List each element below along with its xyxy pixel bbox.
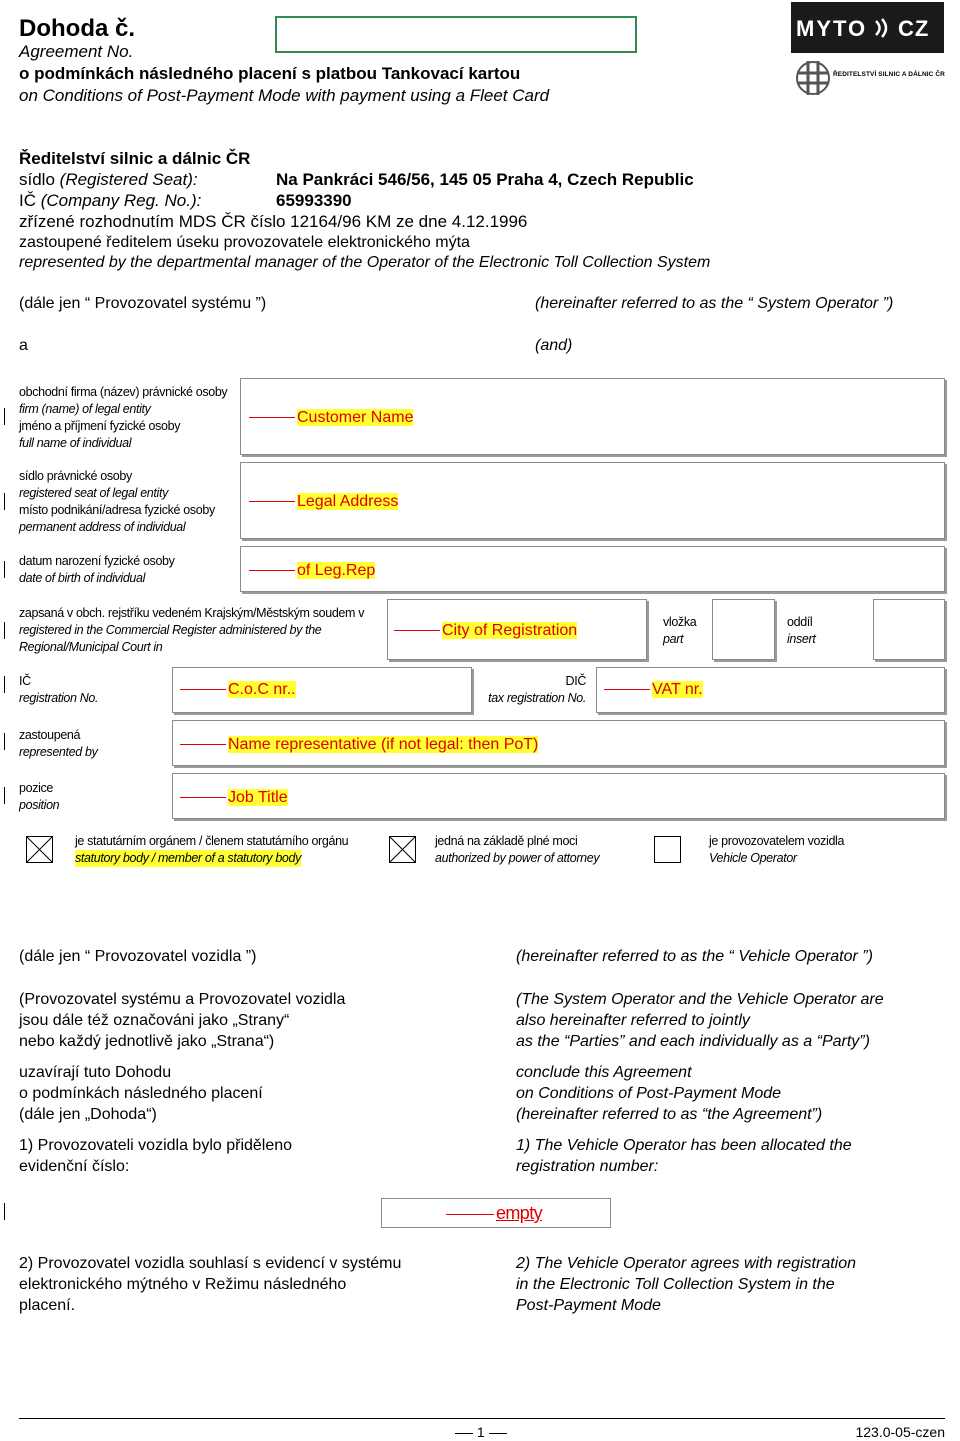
text-line: jsou dále též označováni jako „Strany“	[19, 1012, 290, 1029]
registration-number-field[interactable]	[446, 1203, 542, 1225]
change-bar	[4, 561, 5, 578]
label-line: zapsaná v obch. rejstříku vedeném Krajským/Městským soudem v	[19, 606, 365, 620]
change-bar	[4, 1203, 5, 1220]
dob-field[interactable]	[249, 561, 375, 581]
label-line: Vehicle Operator	[709, 851, 797, 865]
operator-seat-row	[19, 169, 939, 190]
text-line: in the Electronic Toll Collection System in the	[516, 1276, 835, 1293]
seat-label-cz: sídlo	[19, 170, 55, 189]
text-line: on Conditions of Post-Payment Mode	[516, 1085, 782, 1102]
label-line: vložka	[663, 615, 697, 629]
document-code: 123.0-05-czen	[855, 1424, 945, 1440]
text-line: as the “Parties” and each individually as a “Party”)	[516, 1033, 870, 1050]
label-line: IČ	[19, 674, 31, 688]
ic-field[interactable]	[180, 680, 296, 700]
label-line: authorized by power of attorney	[435, 851, 600, 865]
label-line: insert	[787, 632, 816, 646]
change-bar	[4, 787, 5, 804]
customer-name-box[interactable]	[240, 378, 945, 455]
statutory-body-checkbox[interactable]	[26, 836, 53, 863]
label-line: position	[19, 798, 60, 812]
text-line: also hereinafter referred to jointly	[516, 1012, 750, 1029]
label-line: datum narození fyzické osoby	[19, 554, 175, 568]
section-box[interactable]	[873, 599, 945, 660]
agreement-number-field[interactable]	[275, 16, 637, 53]
label-line: místo podnikání/adresa fyzické osoby	[19, 503, 215, 517]
label-line: registration No.	[19, 691, 99, 705]
text-line: (Provozovatel systému a Provozovatel vozidla	[19, 991, 346, 1008]
operator-block	[19, 148, 939, 273]
text-line: evidenční číslo:	[19, 1158, 130, 1175]
checkmark-x-icon	[27, 837, 52, 862]
change-bar	[4, 733, 5, 750]
seat-label-en: (Registered Seat):	[59, 170, 198, 189]
register-labels	[19, 605, 364, 656]
agreement-subtitle-en: on Conditions of Post-Payment Mode with payment using a Fleet Card	[19, 86, 550, 105]
label-line: obchodní firma (název) právnické osoby	[19, 385, 228, 399]
text-line: (dále jen „Dohoda“)	[19, 1106, 157, 1123]
label-line: Regional/Municipal Court in	[19, 640, 163, 654]
registration-number-value: empty	[496, 1203, 543, 1223]
change-bar	[4, 676, 5, 693]
address-field[interactable]	[249, 492, 398, 512]
power-of-attorney-checkbox[interactable]	[389, 836, 416, 863]
text-line: registration number:	[516, 1158, 659, 1175]
label-line: date of birth of individual	[19, 571, 146, 585]
footer-rule	[19, 1418, 945, 1419]
and-cz: a	[19, 337, 28, 354]
change-bar	[4, 493, 5, 510]
text-line: conclude this Agreement	[516, 1064, 692, 1081]
dob-box[interactable]	[240, 546, 945, 592]
text-line: 1) The Vehicle Operator has been allocated the	[516, 1137, 852, 1154]
label-line: part	[663, 632, 684, 646]
rsd-logo-text: ŘEDITELSTVÍ SILNIC A DÁLNIC ČR	[833, 71, 945, 78]
agreement-title-cz: Dohoda č.	[19, 15, 136, 42]
rep-box[interactable]	[172, 720, 945, 766]
customer-name-field[interactable]	[249, 408, 413, 428]
address-value: Legal Address	[297, 493, 399, 510]
customer-name-labels	[19, 384, 227, 452]
rep-value: Name representative (if not legal: then PoT)	[228, 736, 539, 753]
clause-2-en	[516, 1253, 856, 1316]
operator-reg-row	[19, 190, 939, 211]
cz-logo-text: CZ	[898, 16, 930, 41]
myto-wave-icon	[873, 16, 895, 45]
insert-box[interactable]	[712, 599, 775, 660]
text-line: 2) The Vehicle Operator agrees with registration	[516, 1255, 857, 1272]
insert-label	[663, 614, 696, 648]
rsd-logo	[795, 59, 950, 99]
label-line: pozice	[19, 781, 54, 795]
label-line: firm (name) of legal entity	[19, 402, 151, 416]
clause-1-cz	[19, 1135, 292, 1177]
and-en: (and)	[535, 337, 573, 354]
label-line: tax registration No.	[488, 691, 586, 705]
reg-value: 65993390	[276, 191, 352, 210]
conclude-cz	[19, 1062, 263, 1125]
position-field[interactable]	[180, 788, 288, 808]
label-line: permanent address of individual	[19, 520, 186, 534]
ic-labels	[19, 673, 98, 707]
position-value: Job Title	[228, 789, 288, 806]
label-line: je provozovatelem vozidla	[709, 834, 845, 848]
conclude-en	[516, 1062, 822, 1125]
agreement-subtitle-cz: o podmínkách následného placení s platbou Tankovací kartou	[19, 64, 521, 83]
vehicle-operator-label	[709, 833, 844, 867]
page-number	[455, 1424, 507, 1440]
hereinafter-vehicle-cz: (dále jen “ Provozovatel vozidla ”)	[19, 948, 257, 965]
change-bar	[4, 408, 5, 425]
text-line: placení.	[19, 1297, 76, 1314]
text-line: o podmínkách následného placení	[19, 1085, 263, 1102]
address-box[interactable]	[240, 462, 945, 539]
clause-2-cz	[19, 1253, 401, 1316]
label-line: represented by	[19, 745, 98, 759]
text-line: (The System Operator and the Vehicle Operator are	[516, 991, 884, 1008]
text-line: nebo každý jednotlivě jako „Strana“)	[19, 1033, 275, 1050]
text-line: Post-Payment Mode	[516, 1297, 661, 1314]
myto-logo-text: MYTO	[796, 16, 868, 41]
address-labels	[19, 468, 215, 536]
hereinafter-vehicle-en: (hereinafter referred to as the “ Vehicle Operator ”)	[516, 948, 873, 965]
customer-name-value: Customer Name	[297, 409, 414, 426]
dic-field[interactable]	[604, 680, 703, 700]
position-box[interactable]	[172, 773, 945, 819]
operator-represented-en: represented by the departmental manager of the Operator of the Electronic Toll Collection System	[19, 254, 711, 271]
agreement-title-en: Agreement No.	[19, 42, 134, 61]
seat-value: Na Pankráci 546/56, 145 05 Praha 4, Czech Republic	[276, 170, 694, 189]
hereinafter-system-en: (hereinafter referred to as the “ System Operator ”)	[535, 295, 894, 312]
label-line: jedná na základě plné moci	[435, 834, 578, 848]
registration-number-box[interactable]	[381, 1198, 611, 1228]
label-line: jméno a příjmení fyzické osoby	[19, 419, 181, 433]
parties-en	[516, 989, 884, 1052]
clause-1-en	[516, 1135, 852, 1177]
dob-value: of Leg.Rep	[297, 562, 376, 579]
label-line: statutory body / member of a statutory body	[75, 851, 302, 865]
text-line: 2) Provozovatel vozidla souhlasí s evidencí v systému	[19, 1255, 402, 1272]
dic-labels	[486, 673, 586, 707]
dic-value: VAT nr.	[652, 681, 703, 698]
position-labels	[19, 780, 59, 814]
ic-box[interactable]	[172, 667, 472, 713]
label-line: registered seat of legal entity	[19, 486, 168, 500]
checkmark-x-icon	[390, 837, 415, 862]
hereinafter-system-cz: (dále jen “ Provozovatel systému ”)	[19, 295, 267, 312]
text-line: 1) Provozovateli vozidla bylo přiděleno	[19, 1137, 293, 1154]
register-court-field[interactable]	[394, 621, 577, 641]
highway-interchange-icon	[795, 59, 831, 102]
operator-established: zřízené rozhodnutím MDS ČR číslo 12164/96 KM ze dne 4.12.1996	[19, 212, 528, 231]
label-line: je statutárním orgánem / členem statutárního orgánu	[75, 834, 349, 848]
statutory-body-label	[75, 833, 348, 867]
reg-label-en: (Company Reg. No.):	[40, 191, 202, 210]
power-of-attorney-label	[435, 833, 599, 867]
dic-box[interactable]	[596, 667, 945, 713]
text-line: uzavírají tuto Dohodu	[19, 1064, 172, 1081]
operator-represented-cz: zastoupené ředitelem úseku provozovatele elektronického mýta	[19, 234, 470, 251]
label-line: full name of individual	[19, 436, 132, 450]
vehicle-operator-checkbox[interactable]	[654, 836, 681, 863]
myto-cz-logo	[791, 2, 944, 53]
ic-value: C.o.C nr..	[228, 681, 296, 698]
register-court-value: City of Registration	[442, 622, 578, 639]
label-line: registered in the Commercial Register administered by the	[19, 623, 322, 637]
label-line: zastoupená	[19, 728, 81, 742]
dob-labels	[19, 553, 175, 587]
register-court-box[interactable]	[387, 599, 647, 660]
section-label	[787, 614, 815, 648]
label-line: oddíl	[787, 615, 813, 629]
rep-field[interactable]	[180, 735, 538, 755]
text-line: (hereinafter referred to as “the Agreement”)	[516, 1106, 823, 1123]
page-number-value: 1	[476, 1424, 485, 1440]
rep-labels	[19, 727, 98, 761]
reg-label-cz: IČ	[19, 191, 36, 210]
operator-name: Ředitelství silnic a dálnic ČR	[19, 149, 251, 168]
label-line: sídlo právnické osoby	[19, 469, 132, 483]
change-bar	[4, 622, 5, 639]
text-line: elektronického mýtného v Režimu následného	[19, 1276, 347, 1293]
label-line: DIČ	[565, 674, 586, 688]
parties-cz	[19, 989, 345, 1052]
